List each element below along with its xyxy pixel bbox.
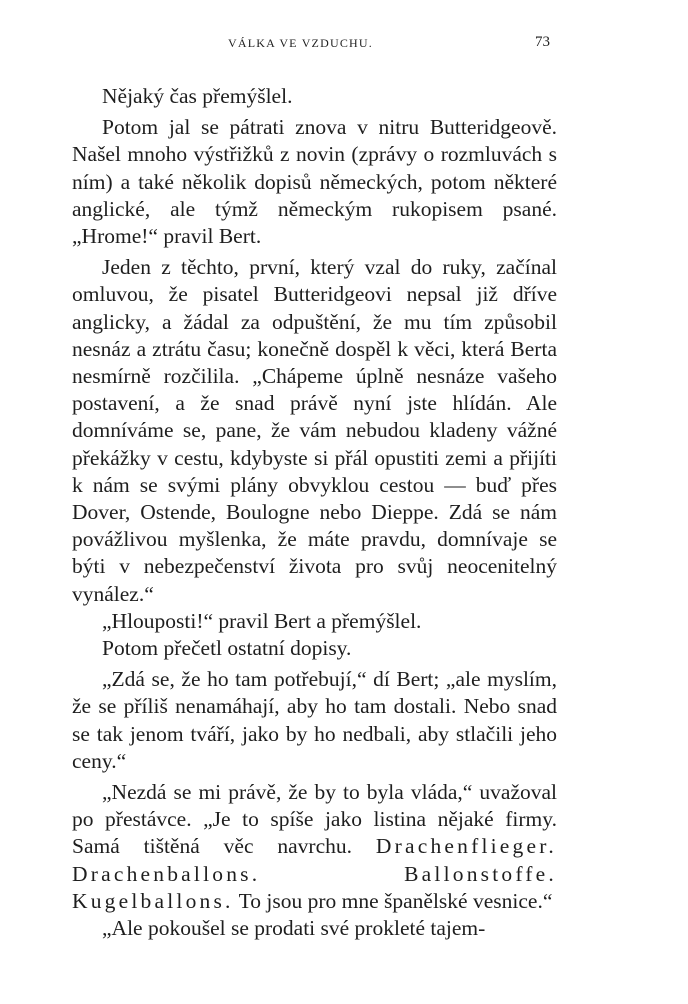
paragraph-6: „Zdá se, že ho tam potřebují,“ dí Bert; „ale myslím, že se příliš nenamáhají, aby ho tam dostali. Nebo snad se tak jenom tváří, jako by ho nedbali, aby stlačili jeho ceny.“ xyxy=(72,667,557,773)
paragraph-3: Jeden z těchto, první, který vzal do ruky, začínal omluvou, že pisatel Butteridgeovi nepsal již dříve anglicky, a žádal za odpuštění, že mu tím způsobil nesnáz a ztrátu času; konečně dospěl k věci, která Berta nesmírně rozčilila. „Chápeme úplně nesnáze vašeho postavení, a že snad právě nyní jste hlídán. Ale domníváme se, pane, že vám nebudou kladeny vážné překážky v cestu, kdybyste si přál opustiti zemi a přijíti k nám se svými plány obvyklou cestou — buď přes Dover, Ostende, Boulogne nebo Dieppe. Zdá se nám povážlivou myšlenka, že máte pravdu, domnívaje se býti v nebezpečenství života pro svůj neocenitelný vynález.“ xyxy=(72,255,557,606)
body-text xyxy=(72,83,557,942)
paragraph-8: „Ale pokoušel se prodati své prokleté tajem- xyxy=(102,916,486,941)
paragraph-4: „Hlouposti!“ pravil Bert a přemýšlel. xyxy=(102,608,422,633)
paragraph-7-spaced-terms: Drachenflieger. Drachenballons. Ballonstoffe. Kugelballons. xyxy=(72,834,557,913)
paragraph-1: Nějaký čas přemýšlel. xyxy=(102,84,293,108)
paragraph-7-tail: To jsou pro mne španělské vesnice.“ xyxy=(233,888,553,913)
page-number: 73 xyxy=(535,34,550,50)
paragraph-5: Potom přečetl ostatní dopisy. xyxy=(102,636,352,661)
running-head-title: VÁLKA VE VZDUCHU. xyxy=(228,36,373,50)
paragraph-7 xyxy=(72,779,557,915)
paragraph-7-lead: „Nezdá se mi právě, že by to byla vláda,“ uvažoval po přestávce. „Je to spíše jako listina nějaké firmy. Samá tištěná věc navrchu. xyxy=(72,780,557,859)
paragraph-2: Potom jal se pátrati znova v nitru Butteridgeově. Našel mnoho výstřižků z novin (zprávy o rozmluvách s ním) a také několik dopisů německých, potom některé anglické, ale týmž německým rukopisem psané. „Hrome!“ pravil Bert. xyxy=(72,115,557,249)
